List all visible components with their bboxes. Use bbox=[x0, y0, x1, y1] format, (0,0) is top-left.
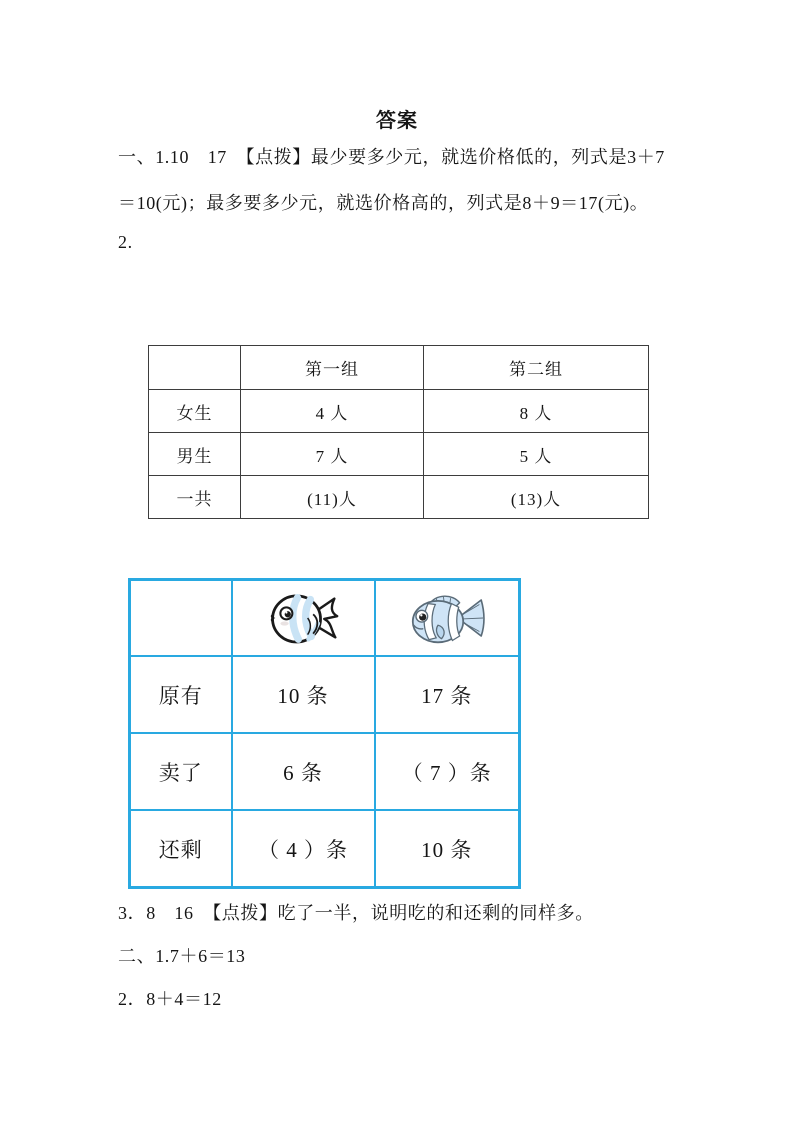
cell-fish1 bbox=[232, 580, 375, 657]
cell-value: 7 人 bbox=[241, 433, 424, 476]
page-title: 答案 bbox=[376, 110, 418, 132]
corner-cell bbox=[149, 346, 241, 390]
cell-value: (13)人 bbox=[424, 476, 649, 519]
row-label: 女生 bbox=[149, 390, 241, 433]
answer-section2-item2: 2．8＋4＝12 bbox=[118, 989, 222, 1009]
table-row-total bbox=[149, 476, 649, 519]
table-row-remaining bbox=[130, 810, 520, 888]
cell-value: 10 条 bbox=[232, 656, 375, 733]
header-group1: 第一组 bbox=[241, 346, 424, 390]
fish-table bbox=[128, 578, 521, 889]
item-2-label: 2. bbox=[118, 232, 133, 252]
cell-value: （ 4 ）条 bbox=[232, 810, 375, 888]
cell-fish2 bbox=[375, 580, 520, 657]
table-row-boys bbox=[149, 433, 649, 476]
cell-value: 17 条 bbox=[375, 656, 520, 733]
row-label: 卖了 bbox=[130, 733, 232, 810]
row-label: 还剩 bbox=[130, 810, 232, 888]
fish-table-header-row bbox=[130, 580, 520, 657]
answer-item3: 3．8 16 【点拨】吃了一半，说明吃的和还剩的同样多。 bbox=[118, 903, 594, 923]
answer-section1-line2: ＝10(元)；最多要多少元，就选价格高的，列式是8＋9＝17(元)。 bbox=[118, 193, 649, 213]
corner-cell bbox=[130, 580, 232, 657]
cell-value: 5 人 bbox=[424, 433, 649, 476]
answer-section1-line1: 一、1.10 17 【点拨】最少要多少元，就选价格低的，列式是3＋7 bbox=[118, 147, 665, 167]
group-table-header-row bbox=[149, 346, 649, 390]
row-label: 男生 bbox=[149, 433, 241, 476]
cell-value: 8 人 bbox=[424, 390, 649, 433]
group-count-table bbox=[148, 345, 649, 519]
table-row-girls bbox=[149, 390, 649, 433]
header-group2: 第二组 bbox=[424, 346, 649, 390]
table-row-sold bbox=[130, 733, 520, 810]
striped-fish-icon bbox=[233, 588, 374, 648]
row-label: 原有 bbox=[130, 656, 232, 733]
cell-value: （ 7 ）条 bbox=[375, 733, 520, 810]
cell-value: 6 条 bbox=[232, 733, 375, 810]
cell-value: 10 条 bbox=[375, 810, 520, 888]
table-row-original bbox=[130, 656, 520, 733]
answer-section2-item1: 二、1.7＋6＝13 bbox=[118, 946, 246, 966]
cell-value: 4 人 bbox=[241, 390, 424, 433]
cell-value: (11)人 bbox=[241, 476, 424, 519]
clownfish-icon bbox=[376, 591, 519, 645]
row-label: 一共 bbox=[149, 476, 241, 519]
